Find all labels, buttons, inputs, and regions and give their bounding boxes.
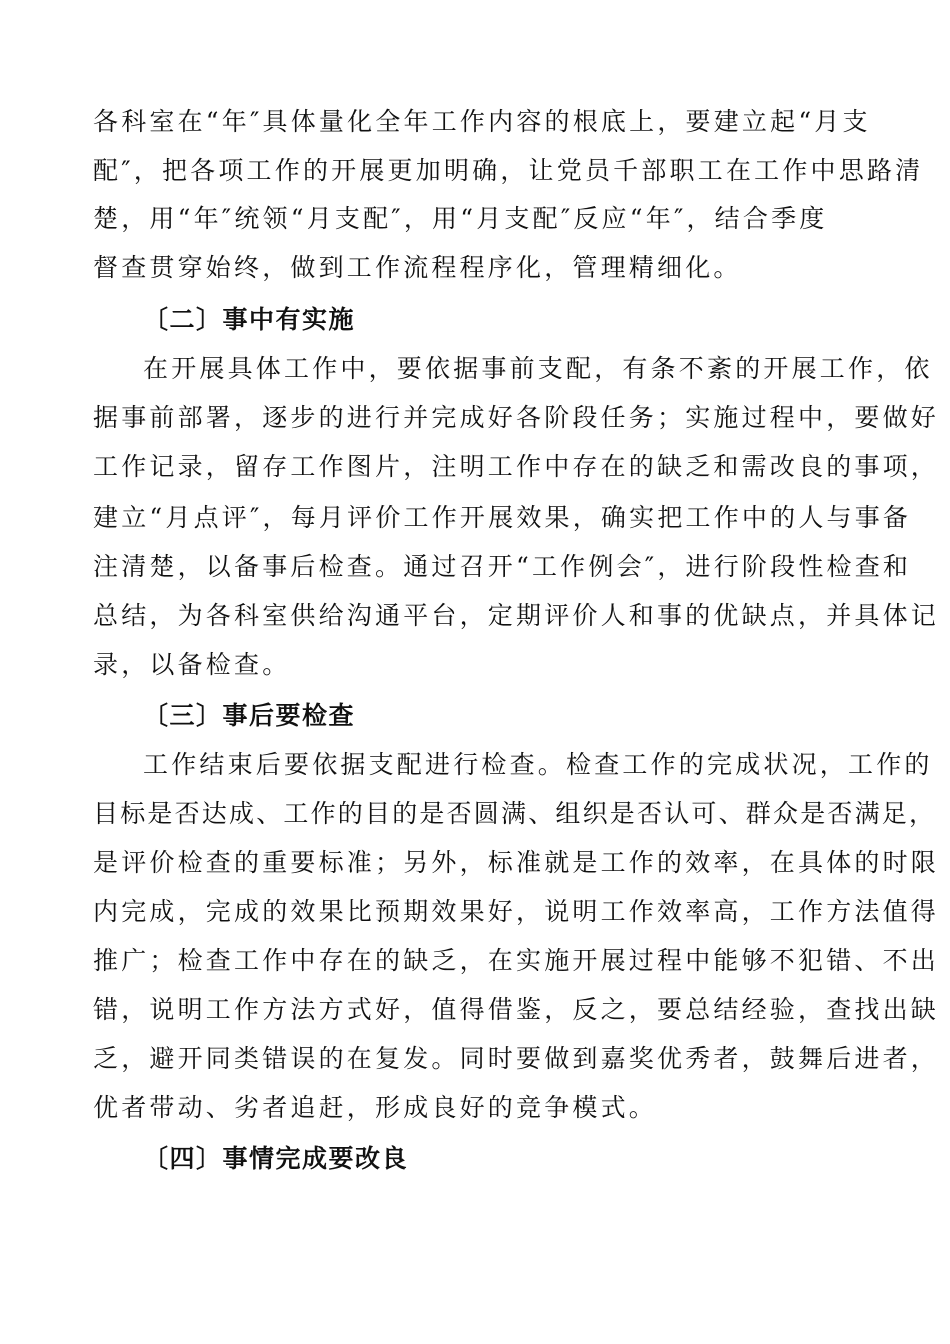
paragraph-3-line: 目标是否达成、工作的目的是否圆满、组织是否认可、群众是否满足， xyxy=(93,799,937,828)
section-heading-4: 〔四〕事情完成要改良 xyxy=(143,1144,409,1173)
paragraph-2-line: 据事前部署，逐步的进行并完成好各阶段任务；实施过程中，要做好 xyxy=(93,403,940,432)
paragraph-2-line: 录，以备检查。 xyxy=(93,650,291,679)
section-heading-2: 〔二〕事中有实施 xyxy=(143,305,356,334)
paragraph-3-line: 是评价检查的重要标准；另外，标准就是工作的效率，在具体的时限 xyxy=(93,848,940,877)
paragraph-3-line: 优者带动、劣者追赶，形成良好的竞争模式。 xyxy=(93,1093,658,1122)
paragraph-3-line: 错，说明工作方法方式好，值得借鉴，反之，要总结经验，查找出缺 xyxy=(93,995,940,1024)
paragraph-2-line: 工作记录，留存工作图片，注明工作中存在的缺乏和需改良的事项， xyxy=(93,452,940,481)
paragraph-3-line: 工作结束后要依据支配进行检查。检查工作的完成状况，工作的 xyxy=(143,750,933,779)
section-heading-3: 〔三〕事后要检查 xyxy=(143,701,356,730)
paragraph-2-line: 总结，为各科室供给沟通平台，定期评价人和事的优缺点，并具体记 xyxy=(93,601,940,630)
paragraph-2-line: 注清楚，以备事后检查。通过召开“工作例会″，进行阶段性检查和 xyxy=(93,552,912,581)
paragraph-1-line: 楚，用“年″统领“月支配″，用“月支配″反应“年″，结合季度 xyxy=(93,204,828,233)
paragraph-3-line: 内完成，完成的效果比预期效果好，说明工作效率高，工作方法值得 xyxy=(93,897,940,926)
paragraph-3-line: 推广；检查工作中存在的缺乏，在实施开展过程中能够不犯错、不出 xyxy=(93,946,940,975)
paragraph-2-line: 建立“月点评″，每月评价工作开展效果，确实把工作中的人与事备 xyxy=(93,503,912,532)
paragraph-2-line: 在开展具体工作中，要依据事前支配，有条不紊的开展工作，依 xyxy=(143,354,933,383)
paragraph-1-line: 各科室在“年″具体量化全年工作内容的根底上，要建立起“月支 xyxy=(93,107,871,136)
paragraph-1-line: 督查贯穿始终，做到工作流程程序化，管理精细化。 xyxy=(93,253,742,282)
paragraph-1-line: 配″，把各项工作的开展更加明确，让党员千部职工在工作中思路清 xyxy=(93,156,924,185)
paragraph-3-line: 乏，避开同类错误的在复发。同时要做到嘉奖优秀者，鼓舞后进者， xyxy=(93,1044,940,1073)
